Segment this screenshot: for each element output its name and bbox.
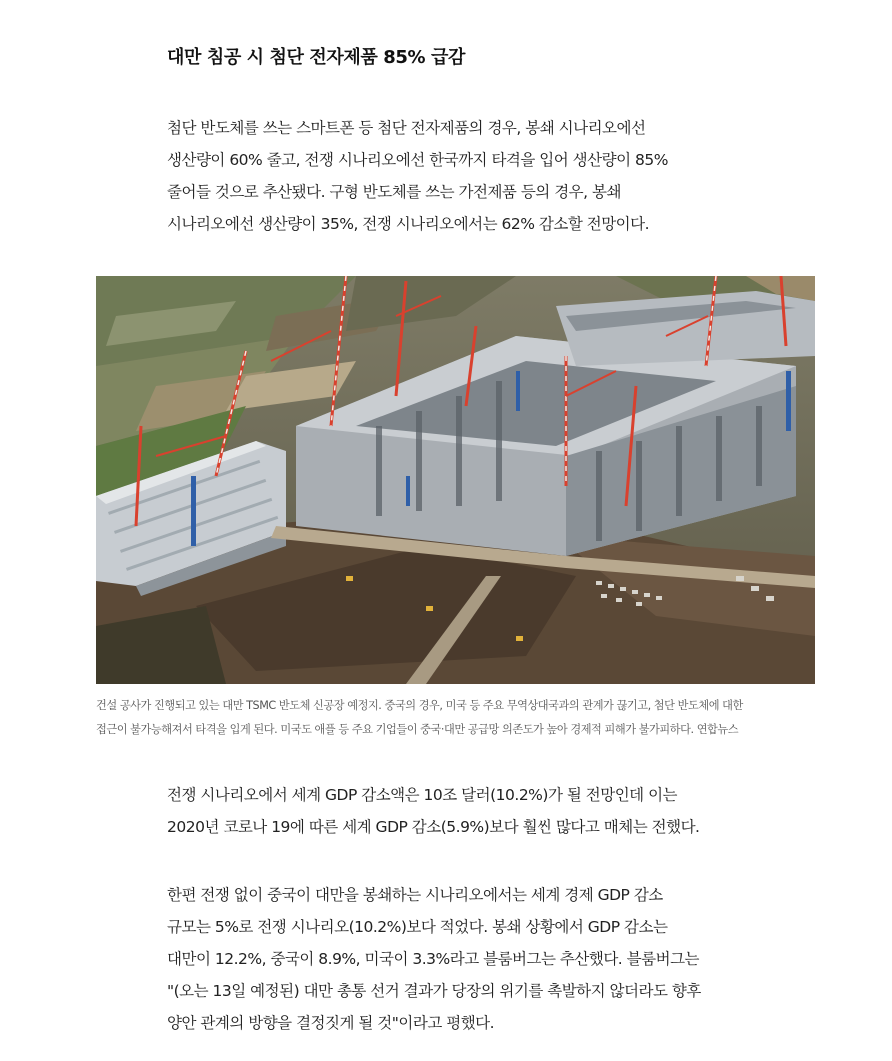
caption-line: 건설 공사가 진행되고 있는 대만 TSMC 반도체 신공장 예정지. 중국의 경우, 미국 등 주요 무역상대국과의 관계가 끊기고, 첨단 반도체에 대한	[96, 699, 743, 712]
paragraph-line: 한편 전쟁 없이 중국이 대만을 봉쇄하는 시나리오에서는 세계 경제 GDP 감소	[167, 886, 663, 904]
caption-line: 접근이 불가능해져서 타격을 입게 된다. 미국도 애플 등 주요 기업들이 중국·대만 공급망 의존도가 높아 경제적 피해가 불가피하다. 연합뉴스	[96, 723, 739, 736]
article-subheading: 대만 침공 시 첨단 전자제품 85% 급감	[167, 47, 465, 68]
paragraph-line: 시나리오에선 생산량이 35%, 전쟁 시나리오에서는 62% 감소할 전망이다.	[167, 215, 650, 233]
paragraph-line: 양안 관계의 방향을 결정짓게 될 것"이라고 평했다.	[167, 1014, 495, 1032]
paragraph-line: 대만이 12.2%, 중국이 8.9%, 미국이 3.3%라고 블룸버그는 추산했다. 블룸버그는	[167, 950, 700, 968]
paragraph-line: 첨단 반도체를 쓰는 스마트폰 등 첨단 전자제품의 경우, 봉쇄 시나리오에선	[167, 119, 646, 137]
paragraph-line: "(오는 13일 예정된) 대만 총통 선거 결과가 당장의 위기를 촉발하지 않더라도 향후	[167, 982, 701, 1000]
paragraph-line: 규모는 5%로 전쟁 시나리오(10.2%)보다 적었다. 봉쇄 상황에서 GDP 감소는	[167, 918, 668, 936]
photo-caption	[96, 694, 816, 742]
paragraph-line: 생산량이 60% 줄고, 전쟁 시나리오에선 한국까지 타격을 입어 생산량이 85%	[167, 151, 668, 169]
article-paragraph-3	[167, 879, 767, 1039]
paragraph-line: 2020년 코로나 19에 따른 세계 GDP 감소(5.9%)보다 훨씬 많다고 매체는 전했다.	[167, 818, 700, 836]
paragraph-line: 전쟁 시나리오에서 세계 GDP 감소액은 10조 달러(10.2%)가 될 전망인데 이는	[167, 786, 678, 804]
article-paragraph-2	[167, 779, 767, 843]
paragraph-line: 줄어들 것으로 추산됐다. 구형 반도체를 쓰는 가전제품 등의 경우, 봉쇄	[167, 183, 621, 201]
tsmc-construction-photo	[96, 276, 815, 684]
article-paragraph-1	[167, 112, 767, 240]
